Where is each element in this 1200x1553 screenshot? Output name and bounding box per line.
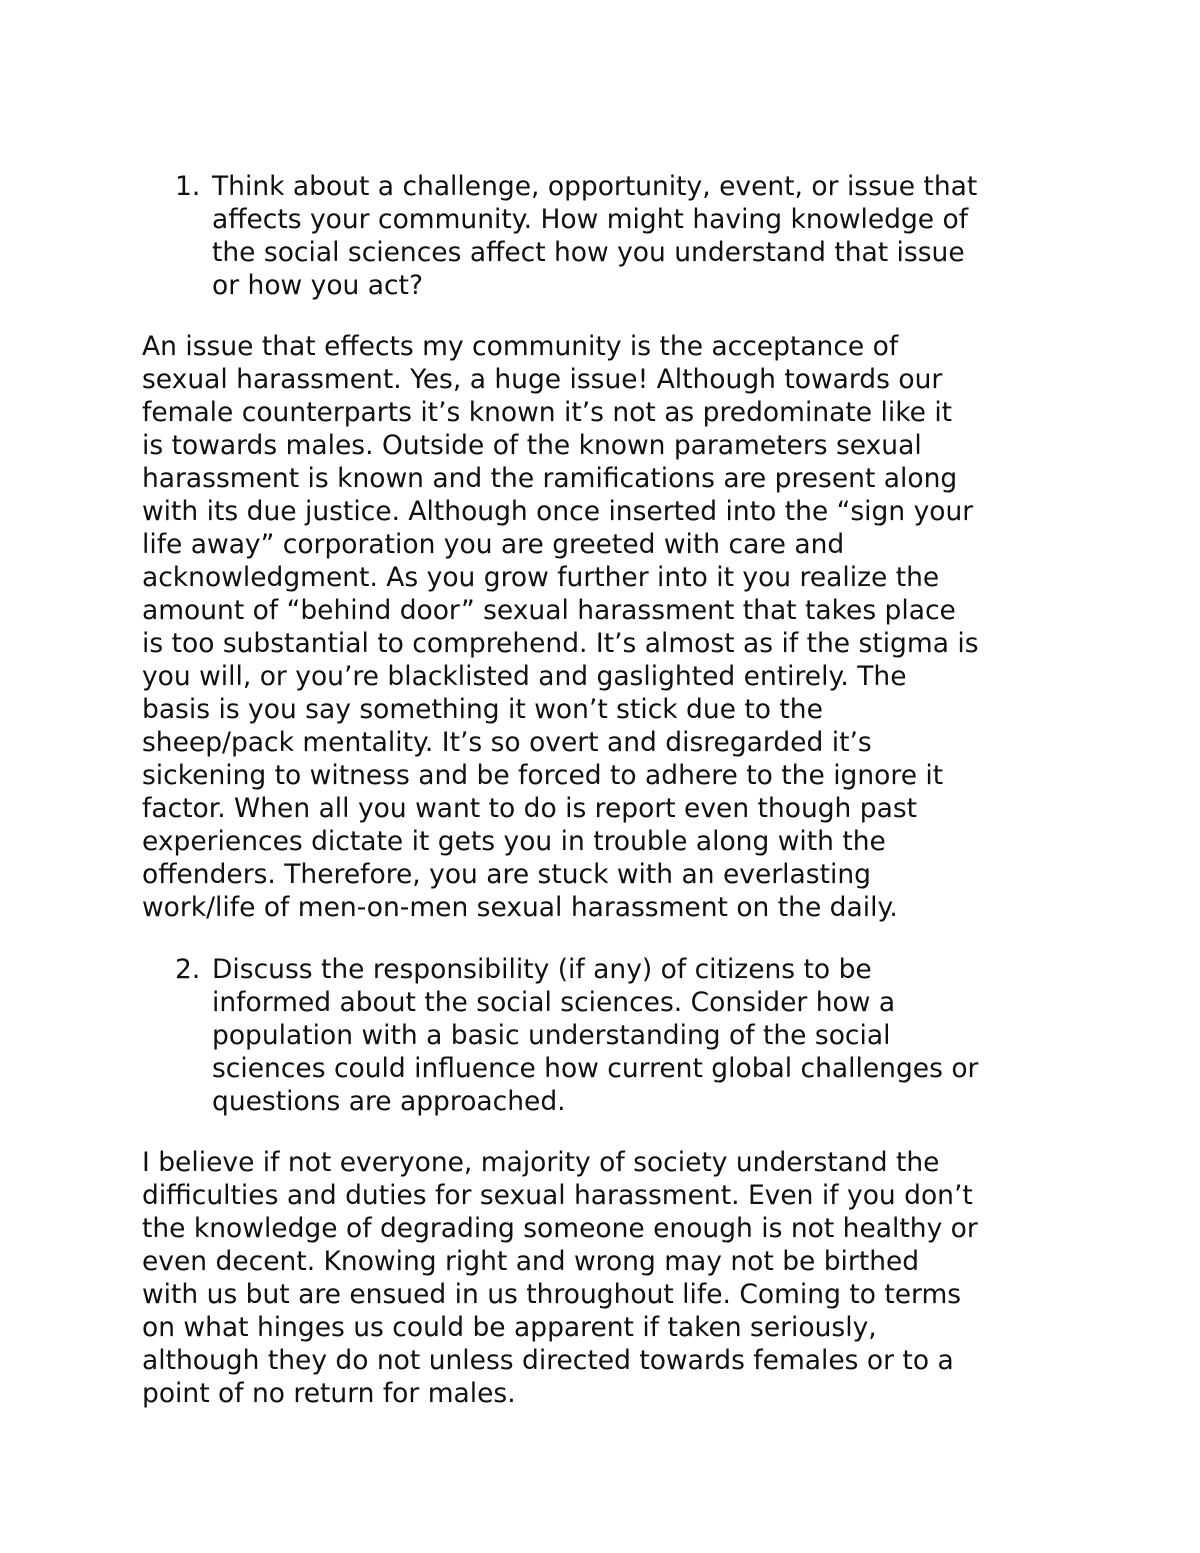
answer-line: although they do not unless directed towards females or to a <box>142 1345 954 1376</box>
answer-line: I believe if not everyone, majority of society understand the <box>142 1147 940 1178</box>
answer-line: offenders. Therefore, you are stuck with an everlasting <box>142 859 871 890</box>
answer-2 <box>142 1146 1082 1410</box>
question-line: or how you act? <box>212 270 424 301</box>
question-line: population with a basic understanding of the social <box>212 1020 891 1051</box>
answer-line: experiences dictate it gets you in trouble along with the <box>142 826 886 857</box>
answer-line: harassment is known and the ramifications are present along <box>142 463 958 494</box>
answer-line: sexual harassment. Yes, a huge issue! Although towards our <box>142 364 943 395</box>
question-line: questions are approached. <box>212 1086 566 1117</box>
answer-line: the knowledge of degrading someone enough is not healthy or <box>142 1213 978 1244</box>
answer-1 <box>142 330 1082 924</box>
question-text <box>212 953 1075 1118</box>
answer-line: you will, or you’re blacklisted and gaslighted entirely. The <box>142 661 907 692</box>
answer-line: is towards males. Outside of the known parameters sexual <box>142 430 922 461</box>
question-line: informed about the social sciences. Consider how a <box>212 987 896 1018</box>
question-line: Discuss the responsibility (if any) of citizens to be <box>212 954 872 985</box>
answer-line: sheep/pack mentality. It’s so overt and disregarded it’s <box>142 727 872 758</box>
question-1 <box>175 170 1075 302</box>
answer-line: difficulties and duties for sexual harassment. Even if you don’t <box>142 1180 973 1211</box>
answer-line: acknowledgment. As you grow further into it you realize the <box>142 562 940 593</box>
answer-line: on what hinges us could be apparent if taken seriously, <box>142 1312 877 1343</box>
answer-line: life away” corporation you are greeted with care and <box>142 529 845 560</box>
answer-line: sickening to witness and be forced to adhere to the ignore it <box>142 760 944 791</box>
answer-line: work/life of men-on-men sexual harassment on the daily. <box>142 892 898 923</box>
question-line: affects your community. How might having knowledge of <box>212 204 969 235</box>
answer-line: is too substantial to comprehend. It’s almost as if the stigma is <box>142 628 979 659</box>
question-line: Think about a challenge, opportunity, event, or issue that <box>212 171 978 202</box>
question-number: 2. <box>175 954 201 985</box>
answer-line: even decent. Knowing right and wrong may not be birthed <box>142 1246 920 1277</box>
question-text <box>212 170 1075 302</box>
answer-line: amount of “behind door” sexual harassment that takes place <box>142 595 956 626</box>
answer-line: with its due justice. Although once inserted into the “sign your <box>142 496 974 527</box>
question-line: the social sciences affect how you understand that issue <box>212 237 965 268</box>
question-number: 1. <box>175 171 201 202</box>
answer-line: with us but are ensued in us throughout life. Coming to terms <box>142 1279 962 1310</box>
answer-line: point of no return for males. <box>142 1378 516 1409</box>
question-line: sciences could influence how current global challenges or <box>212 1053 979 1084</box>
answer-line: factor. When all you want to do is report even though past <box>142 793 918 824</box>
answer-line: An issue that effects my community is the acceptance of <box>142 331 899 362</box>
question-2 <box>175 953 1075 1118</box>
answer-line: female counterparts it’s known it’s not as predominate like it <box>142 397 953 428</box>
answer-line: basis is you say something it won’t stick due to the <box>142 694 823 725</box>
